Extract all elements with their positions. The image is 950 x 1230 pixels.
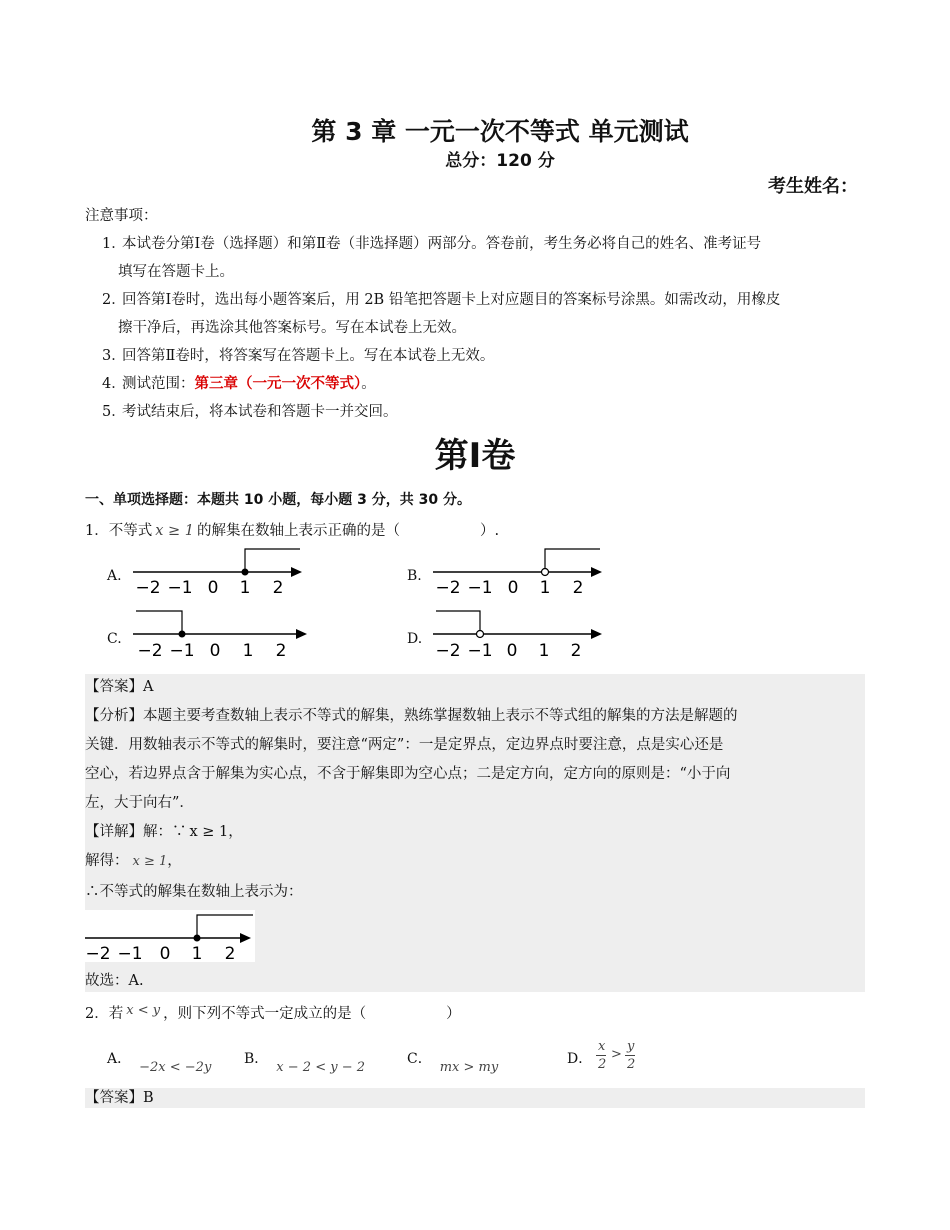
- total-score: 总分：120 分: [445, 151, 555, 171]
- tick-label: 2: [572, 578, 584, 596]
- tick-label: 0: [506, 641, 518, 660]
- notes-heading: 注意事项：: [85, 208, 158, 224]
- tick-label: 2: [570, 641, 582, 660]
- tick-label: 0: [159, 944, 171, 962]
- tick-label: 0: [209, 641, 221, 660]
- tick-label: −2: [135, 578, 161, 596]
- tick-label: 0: [207, 578, 219, 596]
- tick-label: 1: [539, 578, 551, 596]
- tick-label: −1: [117, 944, 143, 962]
- q2-math: x < y: [126, 1003, 161, 1018]
- tick-label: −2: [435, 641, 461, 660]
- volume-title: 第Ⅰ卷: [434, 436, 516, 476]
- analysis-line: 左，大于向右”．: [85, 795, 194, 811]
- q1-answer: 【答案】A: [85, 679, 154, 695]
- tick-label: −1: [169, 641, 195, 660]
- tick-label: −2: [137, 641, 163, 660]
- q1-option-a-number-line[interactable]: [130, 544, 310, 596]
- tick-label: −2: [85, 944, 111, 962]
- q1-choose: 故选：A.: [85, 973, 144, 989]
- q2-answer-box: [85, 1088, 865, 1108]
- note-item-1: 1．本试卷分第Ⅰ卷（选择题）和第Ⅱ卷（非选择题）两部分。答卷前，考生务必将自己的姓名、准考证号 填写在答题卡上。: [102, 236, 762, 280]
- q2-answer: 【答案】B: [85, 1090, 154, 1106]
- q1-option-d-label[interactable]: D.: [407, 631, 423, 647]
- q2-option-a[interactable]: A．−2x < −2y: [107, 1051, 212, 1075]
- solve-line: 解得： x ≥ 1，: [85, 853, 182, 869]
- tick-label: 2: [224, 944, 236, 962]
- tick-label: 1: [191, 944, 203, 962]
- question-1-stem: 1．不等式 x ≥ 1 的解集在数轴上表示正确的是（ ）.: [85, 523, 500, 539]
- q1-math: x ≥ 1: [155, 523, 195, 539]
- q2-option-d-math: x 2 > y 2: [598, 1039, 636, 1072]
- tick-label: 1: [239, 578, 251, 596]
- section-title: 一、单项选择题：本题共 10 小题，每小题 3 分，共 30 分。: [85, 492, 471, 508]
- q1-option-d-number-line[interactable]: [430, 606, 610, 660]
- q1-solution-number-line: [85, 910, 255, 962]
- note-item-2: 2．回答第Ⅰ卷时，选出每小题答案后，用 2B 铅笔把答题卡上对应题目的答案标号涂黑。如需改动，用橡皮 擦干净后，再选涂其他答案标号。写在本试卷上无效。: [102, 292, 781, 336]
- note-item-4: 4．测试范围：第三章（一元一次不等式）。: [102, 375, 376, 392]
- q1-option-b-label[interactable]: B.: [407, 568, 422, 584]
- analysis-line: 关键．用数轴表示不等式的解集时，要注意“两定”：一是定界点，定边界点时要注意，点是实心还是: [85, 737, 724, 753]
- q2-option-b[interactable]: B．x − 2 < y − 2: [244, 1051, 365, 1075]
- therefore-line: ∴不等式的解集在数轴上表示为：: [85, 884, 303, 900]
- tick-label: 2: [275, 641, 287, 660]
- examinee-name-label: 考生姓名：: [768, 176, 858, 197]
- tick-label: 1: [538, 641, 550, 660]
- note-item-5: 5．考试结束后，将本试卷和答题卡一并交回。: [102, 404, 398, 420]
- q1-option-b-number-line[interactable]: [430, 544, 610, 596]
- tick-label: −2: [435, 578, 461, 596]
- q1-option-c-number-line[interactable]: [130, 606, 315, 660]
- tick-label: 0: [507, 578, 519, 596]
- tick-label: −1: [167, 578, 193, 596]
- q1-option-c-label[interactable]: C.: [107, 631, 122, 647]
- analysis-line: 【分析】本题主要考查数轴上表示不等式的解集，熟练掌握数轴上表示不等式组的解集的方法是解题的: [85, 708, 738, 724]
- analysis-line: 空心，若边界点含于解集为实心点，不含于解集即为空心点；二是定方向，定方向的原则是：“小于向: [85, 766, 731, 782]
- page-title: 第 3 章 一元一次不等式 单元测试: [311, 117, 689, 146]
- tick-label: −1: [467, 641, 493, 660]
- tick-label: −1: [467, 578, 493, 596]
- tick-label: 1: [242, 641, 254, 660]
- note-item-3: 3．回答第Ⅱ卷时，将答案写在答题卡上。写在本试卷上无效。: [102, 348, 495, 364]
- q1-option-a-label[interactable]: A.: [107, 568, 122, 584]
- test-scope: 第三章（一元一次不等式）: [194, 375, 362, 392]
- q2-option-c[interactable]: C．mx > my: [407, 1051, 499, 1075]
- detail-line: 【详解】解：∵ x ≥ 1，: [85, 824, 243, 840]
- tick-label: 2: [272, 578, 284, 596]
- q1-answer-explanation: [85, 674, 865, 992]
- q2-option-d[interactable]: D．: [567, 1051, 593, 1067]
- question-2-stem: 2．若 x < y ，则下列不等式一定成立的是（ ）: [85, 1003, 461, 1022]
